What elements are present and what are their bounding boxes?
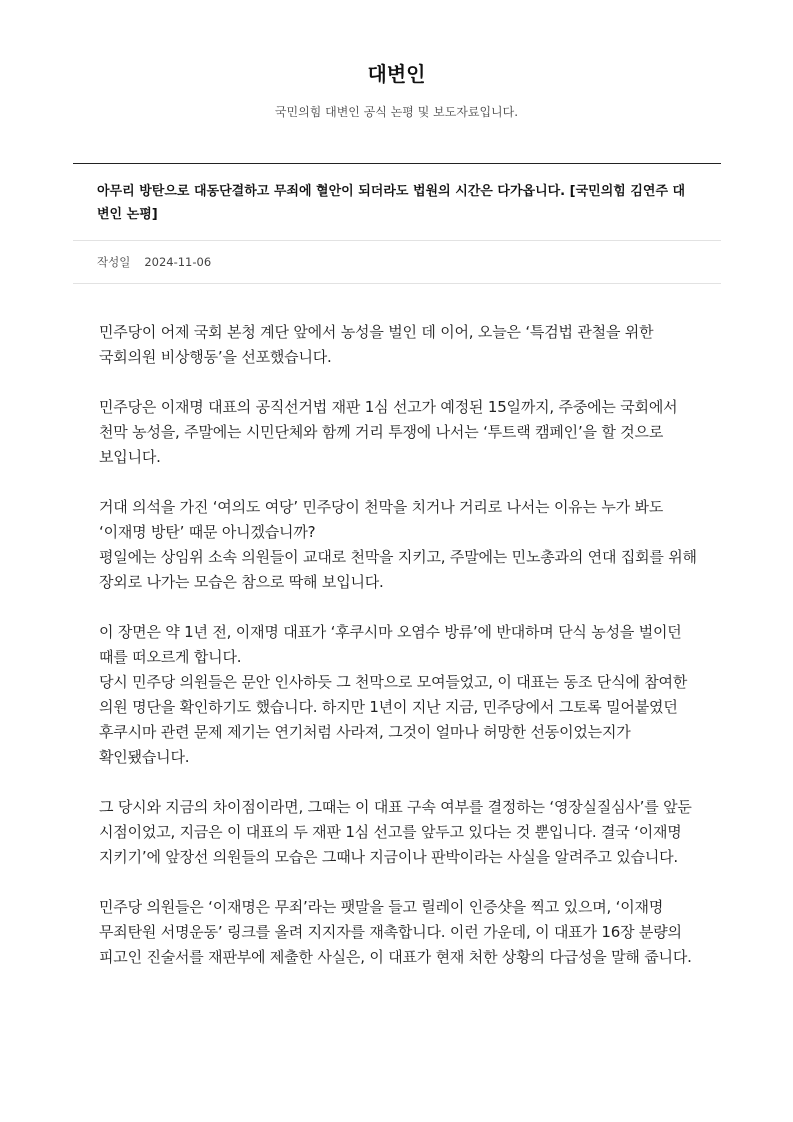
paragraph: 민주당 의원들은 ‘이재명은 무죄’라는 팻말을 들고 릴레이 인증샷을 찍고 있으며, ‘이재명 무죄탄원 서명운동’ 링크를 올려 지지자를 재촉합니다. 이런 가운데, 이 대표가 16장 분량의 피고인 진술서를 재판부에 제출한 사실은, 이 대표가 현재 처한 상황의 다급성을 말해 줍니다. xyxy=(99,898,692,966)
paragraph: 민주당이 어제 국회 본청 계단 앞에서 농성을 벌인 데 이어, 오늘은 ‘특검법 관철을 위한 국회의원 비상행동’을 선포했습니다. xyxy=(99,323,654,366)
site-title: 대변인 xyxy=(367,62,426,86)
paragraph: 이 장면은 약 1년 전, 이재명 대표가 ‘후쿠시마 오염수 방류’에 반대하며 단식 농성을 벌이던 때를 떠오르게 합니다. 당시 민주당 의원들은 문안 인사하듯 그 천막으로 모여들었고, 이 대표는 동조 단식에 참여한 의원 명단을 확인하기도 했습니다. 하지만 1년이 지난 지금, 민주당에서 그토록 밀어붙였던 후쿠시마 관련 문제 제기는 연기처럼 사라져, 그것이 얼마나 허망한 선동이었는지가 확인됐습니다. xyxy=(99,623,688,766)
paragraph: 민주당은 이재명 대표의 공직선거법 재판 1심 선고가 예정된 15일까지, 주중에는 국회에서 천막 농성을, 주말에는 시민단체와 함께 거리 투쟁에 나서는 ‘투트랙 캠페인’을 할 것으로 보입니다. xyxy=(99,398,678,466)
article-title: 아무리 방탄으로 대동단결하고 무죄에 혈안이 되더라도 법원의 시간은 다가옵니다. [국민의힘 김연주 대변인 논평] xyxy=(73,164,721,241)
site-header xyxy=(0,56,793,122)
article-header xyxy=(73,163,721,284)
paragraph: 거대 의석을 가진 ‘여의도 여당’ 민주당이 천막을 치거나 거리로 나서는 이유는 누가 봐도 ‘이재명 방탄’ 때문 아니겠습니까? 평일에는 상임위 소속 의원들이 교대로 천막을 지키고, 주말에는 민노총과의 연대 집회를 위해 장외로 나가는 모습은 참으로 딱해 보입니다. xyxy=(99,498,697,591)
article-meta xyxy=(73,241,721,284)
date-value: 2024-11-06 xyxy=(144,255,212,269)
article-body xyxy=(99,320,699,995)
site-tagline: 국민의힘 대변인 공식 논평 및 보도자료입니다. xyxy=(274,105,519,119)
date-label: 작성일 xyxy=(97,255,131,269)
paragraph: 그 당시와 지금의 차이점이라면, 그때는 이 대표 구속 여부를 결정하는 ‘영장실질심사’를 앞둔 시점이었고, 지금은 이 대표의 두 재판 1심 선고를 앞두고 있다는 것 뿐입니다. 결국 ‘이재명 지키기’에 앞장선 의원들의 모습은 그때나 지금이나 판박이라는 사실을 알려주고 있습니다. xyxy=(99,798,692,866)
